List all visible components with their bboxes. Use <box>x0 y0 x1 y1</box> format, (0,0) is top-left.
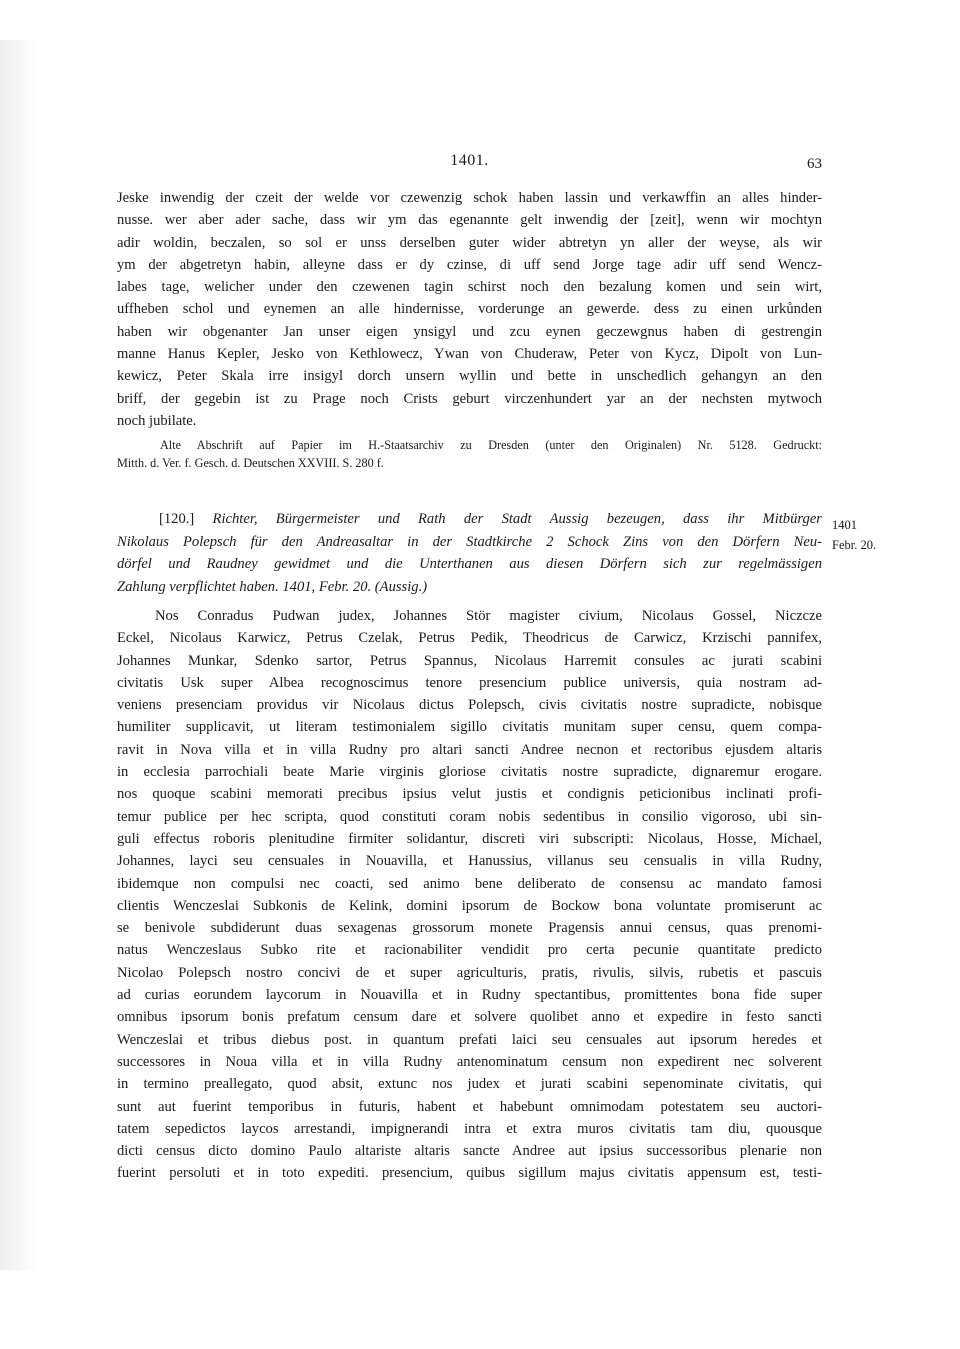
text-line: haben wir obgenanter Jan unser eigen ynsigyl und zcu eynen geczewgnus haben di gestrengin <box>117 323 822 340</box>
heading-line: Zahlung verpflichtet haben. 1401, Febr. 20. (Aussig.) <box>117 578 428 595</box>
page-header <box>117 152 822 178</box>
text-line: kewicz, Peter Skala irre insigyl dorch unsern wyllin und bette in unschedlich gehangyn an den <box>117 368 822 385</box>
text-line: Johannes Munkar, Sdenko sartor, Petrus Spannus, Nicolaus Harremit consules ac jurati scabini <box>117 652 822 669</box>
text-line: ravit in Nova villa et in villa Rudny pro altari sancti Andree necnon et rectoribus ejusdem altaris <box>117 741 822 758</box>
text-line: sunt aut fuerint temporibus in futuris, habent et habebunt omnimodam potestatem seu auctori- <box>117 1098 822 1115</box>
text-line: manne Hanus Kepler, Jesko von Kethlowecz, Ywan von Chuderaw, Peter von Kycz, Dipolt von Lun- <box>117 346 822 363</box>
text-line: Nos Conradus Pudwan judex, Johannes Stör magister civium, Nicolaus Gossel, Niczcze <box>155 608 822 624</box>
margin-year: 1401 <box>832 518 857 532</box>
heading-line: dörfel und Raudney gewidmet und die Unterthanen aus diesen Dörfern sich zur regelmässigen <box>117 556 822 572</box>
text-line: fuerint persoluti et in toto expediti. presencium, quibus sigillum majus civitatis appensum est, testi- <box>117 1165 822 1182</box>
heading-text: Richter, Bürgermeister und Rath der Stadt Aussig bezeugen, dass ihr Mitbürger <box>212 511 822 527</box>
text-line: noch jubilate. <box>117 412 197 429</box>
margin-date <box>832 515 892 555</box>
text-line: Johannes, layci seu censuales in Nouavilla, et Hanussius, villanus seu censualis in villa Rudny, <box>117 853 822 870</box>
running-head-year: 1401. <box>450 152 489 169</box>
text-line: nos quoque scabini memorati precibus ipsius velut justis et condignis peticionibus inclinati profi- <box>117 786 822 803</box>
text-line: natus Wenczeslaus Subko rite et racionabiliter vendidit pro certa pecunie quantitate predicto <box>117 942 822 959</box>
source-line: Mitth. d. Ver. f. Gesch. d. Deutschen XXVIII. S. 280 f. <box>117 456 384 470</box>
text-line: veniens presenciam providus vir Nicolaus dictus Polepsch, civis civitatis nostre supradicte, nobisque <box>117 697 822 714</box>
document-heading <box>117 508 822 598</box>
heading-line <box>117 508 822 531</box>
text-line: temur publice per hec scripta, quod constituti coram nobis sedentibus in consilio vigoroso, ubi sin- <box>117 808 822 825</box>
text-line: omnibus ipsorum bonis prefatum censum dare et solvere quolibet anno et expedire in festo sancti <box>117 1009 822 1026</box>
scan-shadow-edge <box>0 40 38 1270</box>
text-line: adir woldin, beczalen, so sol er unss derselben guter wider abtretyn yn aller der weyse, als wir <box>117 234 822 251</box>
text-line: Eckel, Nicolaus Karwicz, Petrus Czelak, Petrus Pedik, Theodricus de Carwicz, Krzischi pannifex, <box>117 630 822 647</box>
text-line: clientis Wenczeslai Subkonis de Kelink, domini ipsorum de Bockow bona voluntate promiserunt ac <box>117 897 822 914</box>
text-line: ibidemque non compulsi nec coacti, sed animo bene deliberato de consensu ac mandato famosi <box>117 875 822 892</box>
text-line: civitatis Usk super Albea recognoscimus tenore presencium publice universis, quia nostram ad- <box>117 674 822 691</box>
text-line: ad curias eorundem laycorum in Nouavilla et in Rudny spectantibus, promittentes bona fide super <box>117 987 822 1004</box>
text-line: Wenczeslai et tribus diebus post. in quantum prefati laici seu censuales aut ipsorum heredes et <box>117 1031 822 1048</box>
text-line: in ecclesia parrochiali beate Marie virginis gloriose civitatis nostre supradicte, dignaremur erogare. <box>117 764 822 781</box>
text-line: in termino preallegato, quod absit, extunc nos judex et jurati scabini sepenominate civitatis, qui <box>117 1076 822 1093</box>
source-line: Alte Abschrift auf Papier im H.-Staatsarchiv zu Dresden (unter den Originalen) Nr. 5128. Gedruckt: <box>160 438 822 452</box>
page-number: 63 <box>807 156 822 172</box>
text-line: se benivole subdiderunt duas sexagenas grossorum monete Pragensis annui census, quas prenomi- <box>117 920 822 937</box>
text-line: uffheben schol und eynemen an alle hindernisse, vorderunge an gewerde. dess zu einen urkůnden <box>117 301 822 318</box>
text-line: labes tage, welicher under den czewenen tagin schirst noch den bezalung komen und sein wirt, <box>117 279 822 296</box>
text-line: briff, der gegebin ist zu Prage noch Crists geburt virczenhundert yar an der nechsten mytwoch <box>117 390 822 407</box>
text-line: Nicolao Polepsch nostro concivi de et super agriculturis, pratis, rivulis, silvis, rubetis et pascuis <box>117 964 822 981</box>
margin-day: Febr. 20. <box>832 538 877 552</box>
source-note <box>117 436 822 472</box>
text-line: Jeske inwendig der czeit der welde vor czewenzig schok haben lassin und verkawffin an alles hinder- <box>117 190 822 206</box>
paragraph-2 <box>117 605 822 1185</box>
text-line: humiliter supplicavit, ut literam testimonialem sigillo civitatis munitam super censu, quem compa- <box>117 719 822 736</box>
document-number: [120.] <box>159 511 195 527</box>
text-line: successores in Noua villa et in villa Rudny antenominatum censum non expedirent nec solverent <box>117 1053 822 1070</box>
text-line: nusse. wer aber ader sache, dass wir ym das egenannte gelt inwendig der [zeit], wenn wir mochtyn <box>117 212 822 229</box>
text-line: guli effectus roboris plenitudine firmiter solidantur, discreti viri subscripti: Nicolaus, Hosse, Michael, <box>117 830 822 847</box>
text-line: ym der abgetretyn habin, alleyne dass er dy czinse, di uff send Jorge tage adir uff send Wencz- <box>117 256 822 273</box>
text-line: dicti census dicto domino Paulo altariste altaris sancte Andree aut ipsius successoribus plenarie non <box>117 1143 822 1160</box>
paragraph-1 <box>117 187 822 432</box>
heading-line: Nikolaus Polepsch für den Andreasaltar in der Stadtkirche 2 Schock Zins von den Dörfern Neu- <box>117 533 822 550</box>
text-line: tatem sepedictos laycos arrestandi, impignerandi intra et extra muros civitatis tam diu, quousque <box>117 1120 822 1137</box>
